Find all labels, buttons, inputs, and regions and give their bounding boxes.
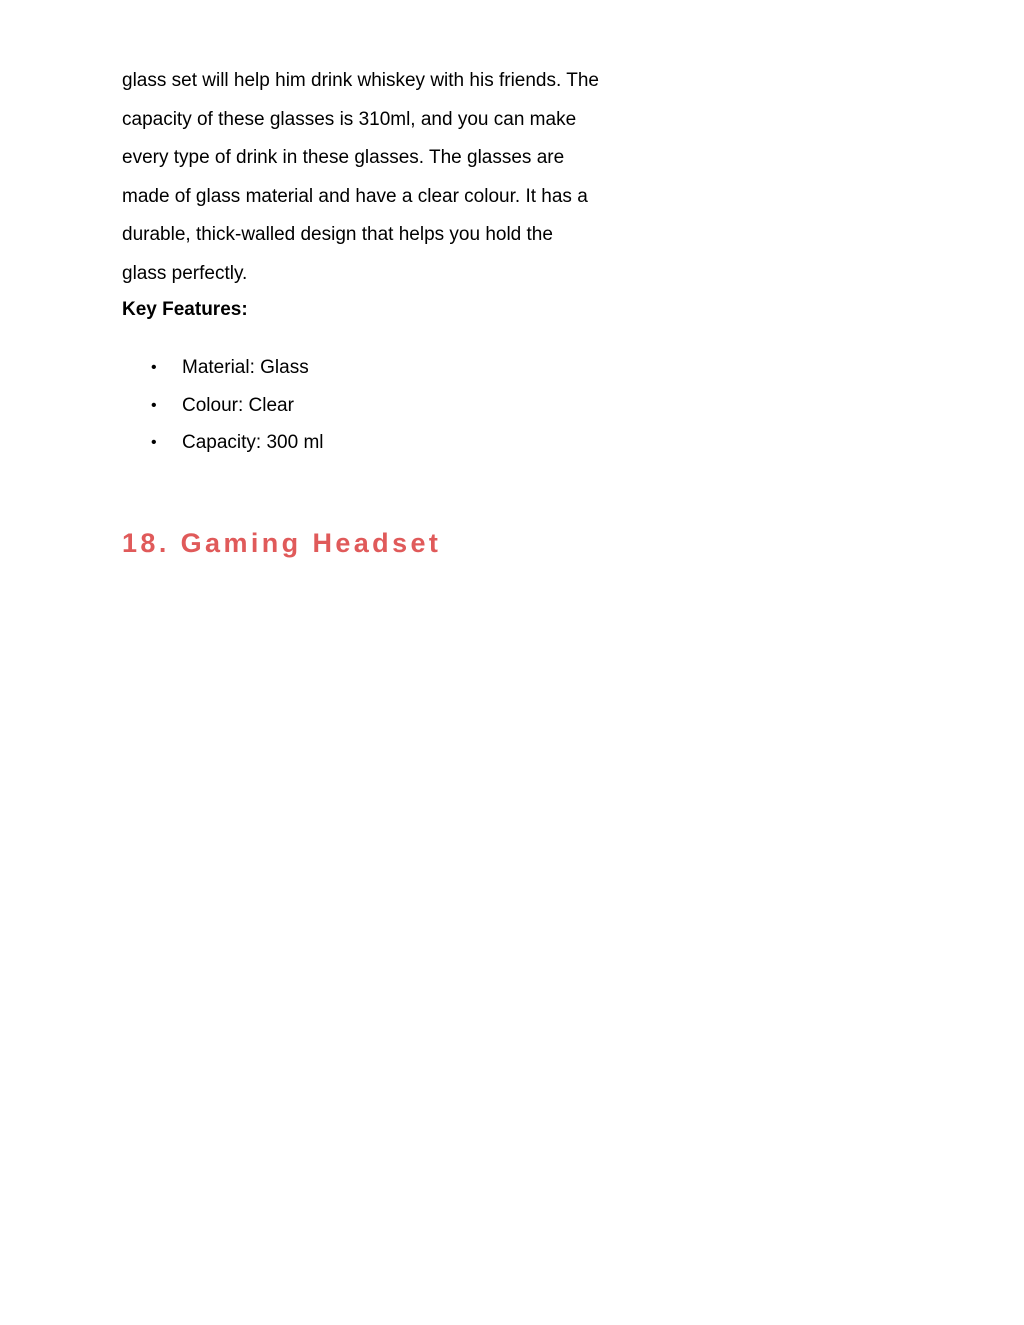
paragraph-line: capacity of these glasses is 310ml, and you can make [122,108,577,130]
paragraph-line: glass perfectly. [122,262,248,284]
section-heading: 18. Gaming Headset [122,528,442,558]
feature-capacity: Capacity: 300 ml [182,432,324,453]
feature-material: Material: Glass [182,357,309,378]
product-description-paragraph [122,62,662,293]
key-features-heading: Key Features: [122,299,248,320]
bullet-icon: • [151,396,157,414]
feature-colour: Colour: Clear [182,394,294,416]
paragraph-line: made of glass material and have a clear colour. It has a [122,185,588,207]
paragraph-line: durable, thick-walled design that helps you hold the [122,224,553,245]
bullet-icon: • [151,359,157,376]
paragraph-line: glass set will help him drink whiskey with his friends. The [122,70,599,91]
bullet-icon: • [151,434,157,451]
paragraph-line: every type of drink in these glasses. The glasses are [122,147,565,168]
